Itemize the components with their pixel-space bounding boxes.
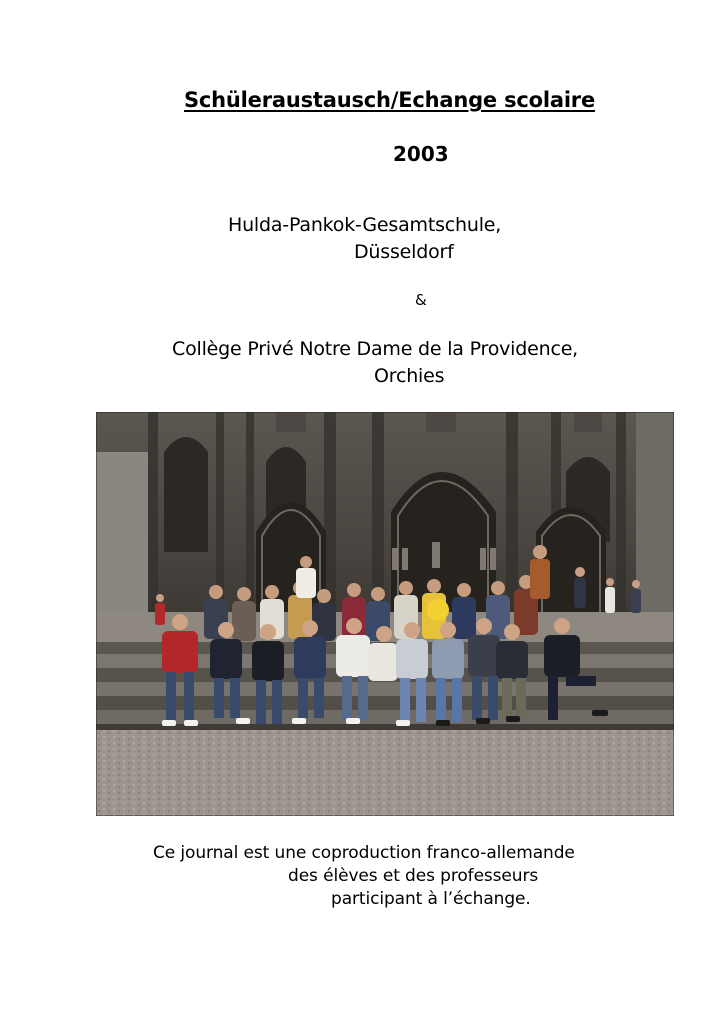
footer-line-1: Ce journal est une coproduction franco-allemande [153, 843, 575, 863]
french-school-name: Collège Privé Notre Dame de la Providence, [172, 338, 579, 360]
exchange-year: 2003 [393, 142, 449, 166]
cathedral-photo-illustration [96, 412, 674, 816]
group-photo-cathedral [96, 412, 674, 816]
footer-line-3: participant à l’échange. [331, 889, 531, 909]
footer-line-2: des élèves et des professeurs [288, 866, 539, 886]
page-title: Schüleraustausch/Echange scolaire [184, 88, 596, 112]
french-school-city: Orchies [374, 365, 445, 387]
german-school-name: Hulda-Pankok-Gesamtschule, [228, 214, 502, 236]
ampersand-connector: & [415, 291, 427, 309]
german-school-city: Düsseldorf [354, 241, 454, 263]
